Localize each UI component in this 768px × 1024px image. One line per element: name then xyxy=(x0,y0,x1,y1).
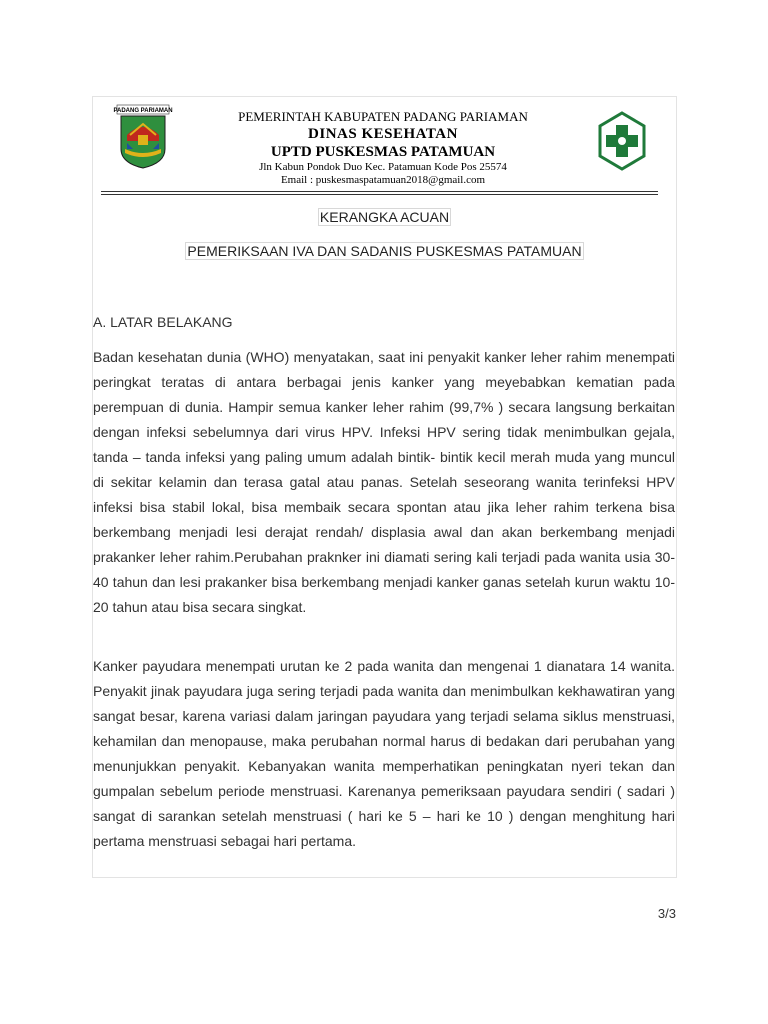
body-paragraph: Badan kesehatan dunia (WHO) menyatakan, saat ini penyakit kanker leher rahim menempati peringkat teratas di antara berbagai jenis kanker yang meyebabkan kematian pada perempuan di dunia. Hampir semua kanker leher rahim (99,7% ) secara langsung berkaitan dengan infeksi sebelumnya dari virus HPV. Infeksi HPV sering tidak menimbulkan gejala, tanda – tanda infeksi yang paling umum adalah bintik- bintik kecil merah muda yang muncul di sekitar kelamin dan terasa gatal atau panas. Setelah seseorang wanita terinfeksi HPV infeksi bisa stabil lokal, bisa membaik secara spontan atau jika leher rahim terkena bisa berkembang menjadi lesi derajat rendah/ displasia awal dan akan berkembang menjadi prakanker leher rahim.Perubahan praknker ini diamati sering kali terjadi pada wanita usia 30-40 tahun dan lesi prakanker bisa berkembang menjadi kanker ganas setelah kurun waktu 10-20 tahun atau bisa secara singkat. xyxy=(93,349,675,615)
crest-banner-text: PADANG PARIAMAN xyxy=(113,108,173,114)
letterhead-text xyxy=(193,109,573,187)
letterhead-rule xyxy=(101,191,658,192)
health-cross-icon xyxy=(596,111,648,175)
page-indicator: 3/3 xyxy=(657,906,676,921)
document-subtitle: PEMERIKSAAN IVA DAN SADANIS PUSKESMAS PATAMUAN xyxy=(187,243,582,259)
clinic-email: Email : puskesmaspatamuan2018@gmail.com xyxy=(280,174,486,186)
agency-name: DINAS KESEHATAN xyxy=(308,126,458,142)
document-page xyxy=(92,96,677,878)
clinic-name: UPTD PUSKESMAS PATAMUAN xyxy=(270,144,496,160)
government-name: PEMERINTAH KABUPATEN PADANG PARIAMAN xyxy=(238,109,528,124)
section-heading: A. LATAR BELAKANG xyxy=(93,314,233,330)
document-title: KERANGKA ACUAN xyxy=(319,209,450,225)
body-paragraph: Kanker payudara menempati urutan ke 2 pada wanita dan mengenai 1 dianatara 14 wanita. Penyakit jinak payudara juga sering terjadi pada wanita dan menimbulkan kekhawatiran yang sangat besar, karena variasi dalam jaringan payudara yang terjadi selama siklus menstruasi, kehamilan dan menopause, maka perubahan normal harus di bedakan dari perubahan yang menunjukkan penyakit. Kebanyakan wanita memperhatikan peningkatan nyeri tekan dan gumpalan sebelum periode menstruasi. Karenanya pemeriksaan payudara sendiri ( sadari ) sangat di sarankan setelah menstruasi ( hari ke 5 – hari ke 10 ) dengan menghitung hari pertama menstruasi sebagai hari pertama. xyxy=(93,658,675,849)
letterhead-rule xyxy=(101,194,658,195)
regency-crest-icon xyxy=(113,105,173,169)
clinic-address: Jln Kabun Pondok Duo Kec. Patamuan Kode Pos 25574 xyxy=(259,161,507,173)
letterhead xyxy=(93,97,676,197)
